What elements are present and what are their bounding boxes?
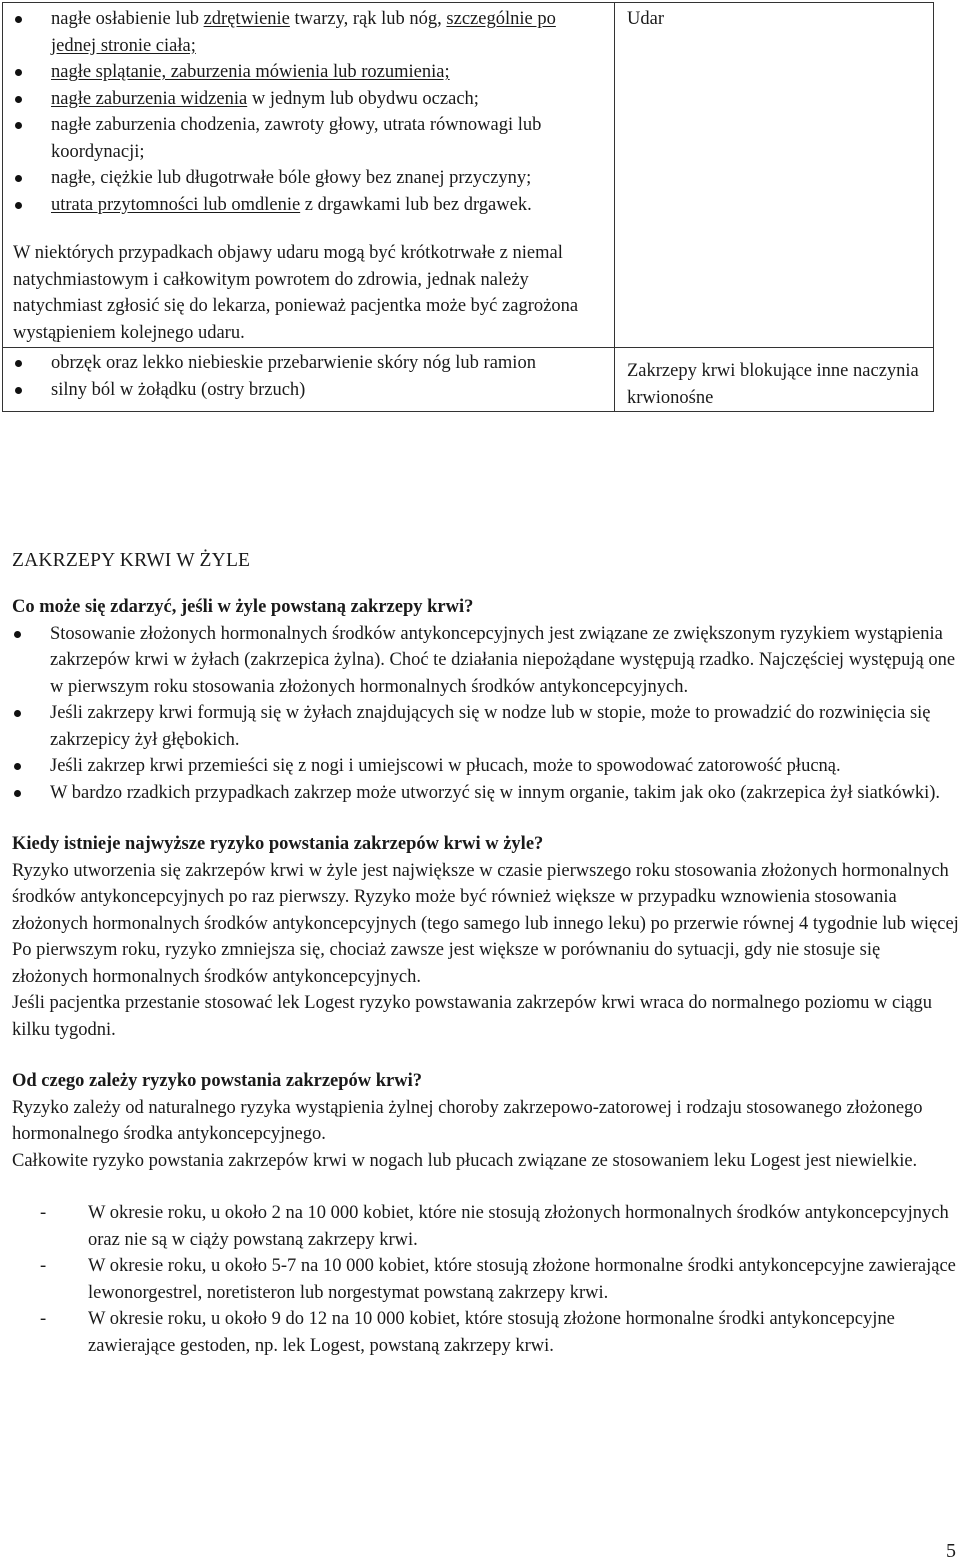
list-item	[13, 86, 602, 113]
table-row	[3, 347, 933, 411]
list-item	[13, 6, 602, 59]
question-heading: Kiedy istnieje najwyższe ryzyko powstania zakrzepów krwi w żyle?	[12, 834, 544, 854]
stroke-symptoms-list	[13, 6, 602, 218]
page-number: 5	[946, 1539, 956, 1562]
underlined-text: nagłe zaburzenia widzenia	[51, 88, 248, 109]
list-item: - W okresie roku, u około 5-7 na 10 000 kobiet, które stosują złożone hormonalne środki antykoncepcyjne zawierające lewonorgestrel, noretisteron lub norgestymat powstaną zakrzepy krwi.	[12, 1253, 960, 1306]
underlined-text: utrata przytomności lub omdlenie	[51, 194, 301, 215]
list-item: silny ból w żołądku (ostry brzuch)	[13, 377, 602, 404]
symptoms-table	[2, 2, 934, 412]
table-row	[3, 3, 933, 347]
underlined-text: szczególnie po jednej stronie ciała;	[51, 9, 556, 56]
underlined-text: zdrętwienie	[203, 9, 290, 29]
condition-label: Zakrzepy krwi blokujące inne naczynia krwionośne	[627, 361, 919, 408]
symptoms-cell	[3, 3, 615, 347]
list-item	[13, 59, 602, 86]
list-item-text: nagłe, ciężkie lub długotrwałe bóle głowy bez znanej przyczyny;	[51, 168, 532, 188]
paragraph: Całkowite ryzyko powstania zakrzepów krwi w nogach lub płucach związane ze stosowaniem leku Logest jest niewielkie.	[12, 1150, 918, 1171]
list-item: W bardzo rzadkich przypadkach zakrzep może utworzyć się w innym organie, takim jak oko (zakrzepica żył siatkówki).	[12, 780, 960, 807]
list-item: Stosowanie złożonych hormonalnych środków antykoncepcyjnych jest związane ze zwiększonym ryzykiem wystąpienia zakrzepów krwi w żyłach (zakrzepica żylna). Choć te działania niepożądane występują rzadko. Najczęściej występują one w pierwszym roku stosowania złożonych hormonalnych środków antykoncepcyjnych.	[12, 621, 960, 701]
clot-symptoms-list	[13, 350, 602, 403]
list-item-text: nagłe osłabienie lub	[51, 9, 204, 29]
list-item	[13, 165, 602, 192]
list-item	[13, 112, 602, 165]
paragraph: Ryzyko utworzenia się zakrzepów krwi w żyle jest największe w czasie pierwszego roku stosowania złożonych hormonalnych środków antykoncepcyjnych po raz pierwszy. Ryzyko może być również większe w przypadku wznowienia stosowania złożonych hormonalnych środków antykoncepcyjnych (tego samego lub innego leku) po przerwie równej 4 tygodnie lub więcej	[12, 860, 959, 934]
list-item-text: z drgawkami lub bez drgawek.	[300, 194, 532, 215]
paragraph: Po pierwszym roku, ryzyko zmniejsza się, chociaż zawsze jest większe w porównaniu do sytuacji, gdy nie stosuje się złożonych hormonalnych środków antykoncepcyjnych.	[12, 940, 881, 987]
condition-label-cell	[615, 348, 933, 411]
document-body	[12, 548, 960, 1359]
question-heading: Od czego zależy ryzyko powstania zakrzepów krwi?	[12, 1071, 423, 1091]
paragraph: Jeśli pacjentka przestanie stosować lek Logest ryzyko powstawania zakrzepów krwi wraca do normalnego poziomu w ciągu kilku tygodni.	[12, 993, 933, 1040]
list-item-text: twarzy, rąk lub nóg,	[289, 9, 447, 29]
list-item: Jeśli zakrzepy krwi formują się w żyłach znajdujących się w nodze lub w stopie, może to prowadzić do rozwinięcia się zakrzepicy żył głębokich.	[12, 700, 960, 753]
list-item: Jeśli zakrzep krwi przemieści się z nogi i umiejscowi w płucach, może to spowodować zatorowość płucną.	[12, 753, 960, 780]
clot-consequences-list	[12, 621, 960, 807]
stroke-note-paragraph: W niektórych przypadkach objawy udaru mogą być krótkotrwałe z niemal natychmiastowym i całkowitym powrotem do zdrowia, jednak należy natychmiast zgłosić się do lekarza, ponieważ pacjentka może być zagrożona wystąpieniem kolejnego udaru.	[13, 243, 579, 343]
condition-label-cell	[615, 3, 933, 347]
symptoms-cell	[3, 348, 615, 411]
condition-label: Udar	[627, 9, 664, 29]
underlined-text: nagłe splątanie, zaburzenia mówienia lub rozumienia;	[51, 62, 450, 82]
question-heading: Co może się zdarzyć, jeśli w żyle powstaną zakrzepy krwi?	[12, 597, 474, 617]
list-item-text: nagłe zaburzenia chodzenia, zawroty głowy, utrata równowagi lub koordynacji;	[51, 115, 542, 162]
risk-statistics-list	[12, 1200, 960, 1359]
paragraph: Ryzyko zależy od naturalnego ryzyka wystąpienia żylnej choroby zakrzepowo-zatorowej i rodzaju stosowanego złożonego hormonalnego środka antykoncepcyjnego.	[12, 1097, 923, 1144]
list-item: - W okresie roku, u około 9 do 12 na 10 000 kobiet, które stosują złożone hormonalne środki antykoncepcyjne zawierające gestoden, np. lek Logest, powstaną zakrzepy krwi.	[12, 1306, 960, 1359]
list-item	[13, 192, 602, 219]
list-item: obrzęk oraz lekko niebieskie przebarwienie skóry nóg lub ramion	[13, 350, 602, 377]
list-item-text: w jednym lub obydwu oczach;	[247, 88, 479, 109]
section-title: ZAKRZEPY KRWI W ŻYLE	[12, 550, 251, 571]
list-item: - W okresie roku, u około 2 na 10 000 kobiet, które nie stosują złożonych hormonalnych środków antykoncepcyjnych oraz nie są w ciąży powstaną zakrzepy krwi.	[12, 1200, 960, 1253]
